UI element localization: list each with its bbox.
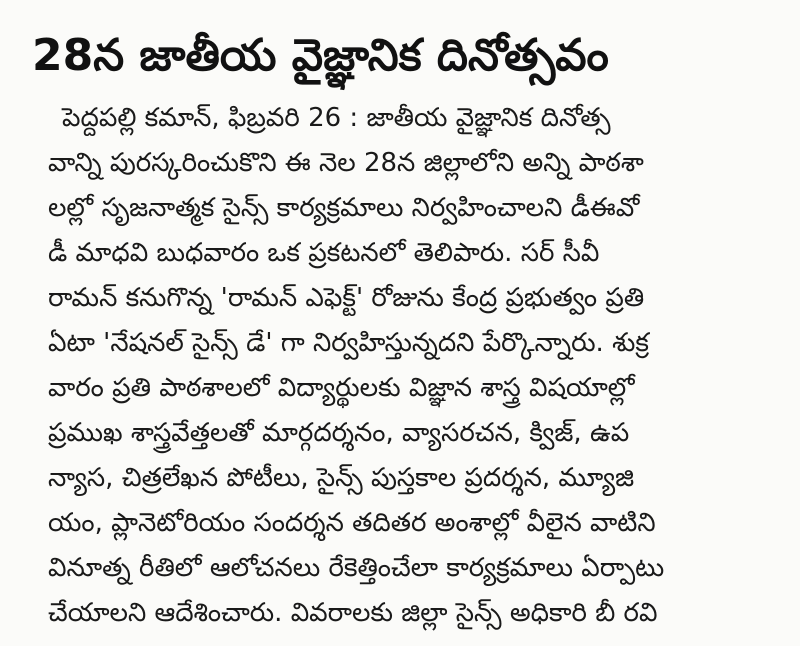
article-line: న్యాస, చిత్రలేఖన పోటీలు, సైన్స్ పుస్తకాల ప్రదర్శన, మ్యూజి xyxy=(48,463,635,493)
previous-article-cut-off-text xyxy=(30,0,550,8)
article-line: యం, ప్లానెటోరియం సందర్శన తదితర అంశాల్లో వీలైన వాటిని xyxy=(48,508,656,538)
article-body xyxy=(48,96,748,636)
article-line: ప్రముఖ శాస్త్రవేత్తలతో మార్గదర్శనం, వ్యాసరచన, క్విజ్, ఉప xyxy=(48,418,630,448)
article-line: ఏటా 'నేషనల్ సైన్స్ డే' గా నిర్వహిస్తున్నదని పేర్కొన్నారు. శుక్ర xyxy=(48,328,649,358)
cut-off-next-line xyxy=(48,628,748,646)
article-line: చేయాలని ఆదేశించారు. వివరాలకు జిల్లా సైన్స్ అధికారి బీ రవి xyxy=(48,598,658,628)
article-line: రామన్ కనుగొన్న 'రామన్ ఎఫెక్ట్' రోజును కేంద్ర ప్రభుత్వం ప్రతి xyxy=(48,283,645,313)
article-line: డీ మాధవి బుధవారం ఒక ప్రకటనలో తెలిపారు. సర్ సీవీ xyxy=(48,238,600,268)
article-line: వాన్ని పురస్కరించుకొని ఈ నెల 28న జిల్లాలోని అన్ని పాఠశా xyxy=(48,148,644,178)
article-line: పెద్దపల్లి కమాన్, ఫిబ్రవరి 26 : జాతీయ వైజ్ఞానిక దినోత్స xyxy=(62,103,611,133)
article-line: లల్లో సృజనాత్మక సైన్స్ కార్యక్రమాలు నిర్వహించాలని డీఈవో xyxy=(48,193,640,223)
article-line: వినూత్న రీతిలో ఆలోచనలు రేకెత్తించేలా కార్యక్రమాలు ఏర్పాటు xyxy=(48,553,665,583)
article-line: వారం ప్రతి పాఠశాలలో విద్యార్థులకు విజ్ఞాన శాస్త్ర విషయాల్లో xyxy=(48,373,635,403)
article-headline: 28న జాతీయ వైజ్ఞానిక దినోత్సవం xyxy=(32,30,609,81)
